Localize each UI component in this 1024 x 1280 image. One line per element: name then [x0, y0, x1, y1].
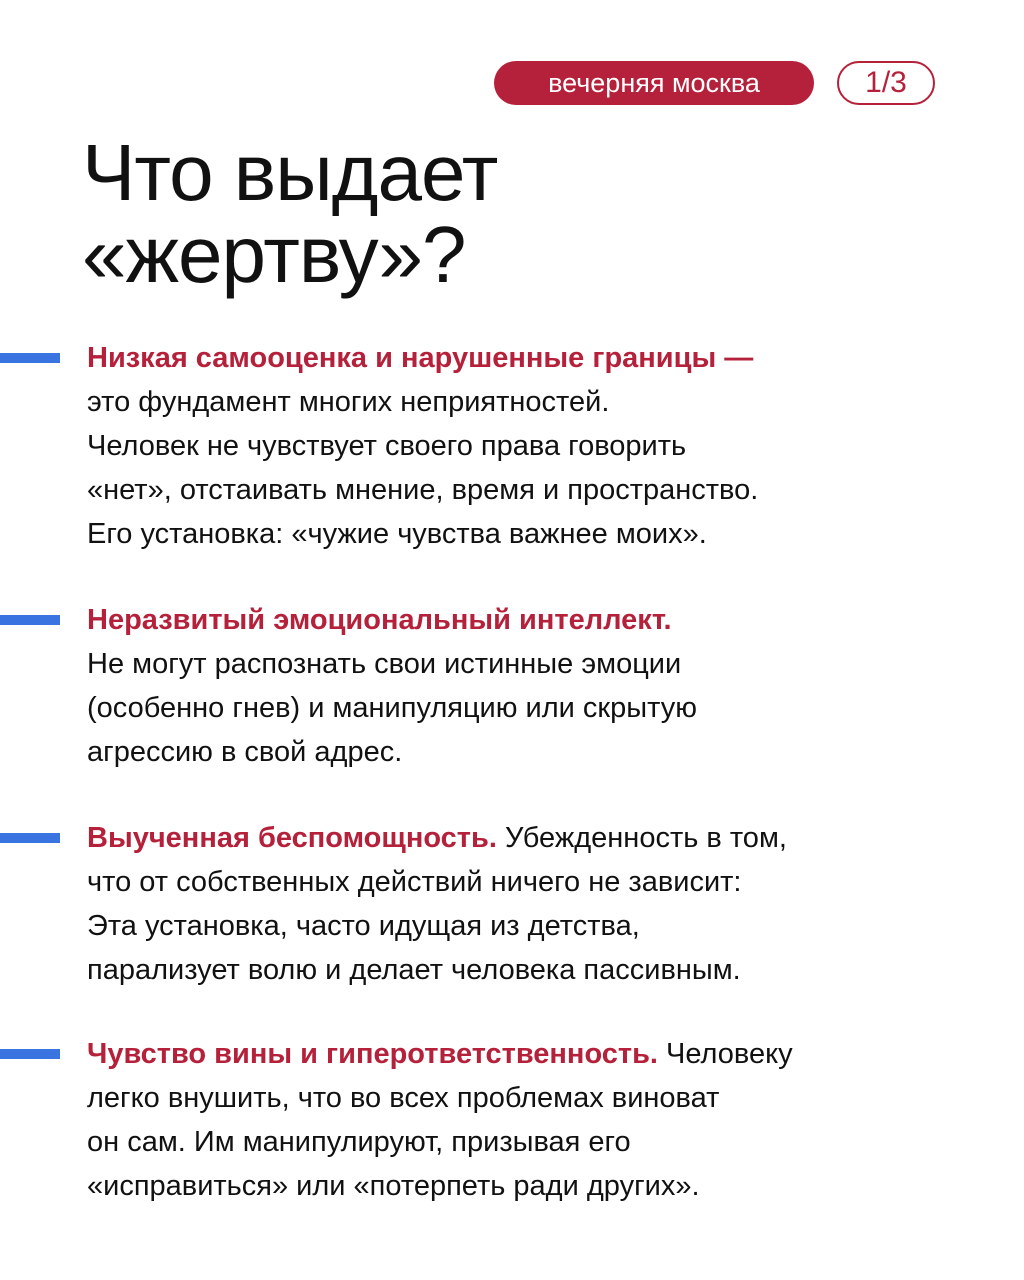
item-first-line — [87, 1032, 793, 1076]
bullet-bar — [0, 1049, 60, 1059]
title-line: Что выдает — [82, 128, 498, 217]
item-text: Человеку — [658, 1038, 793, 1070]
title-line: «жертву»? — [82, 210, 466, 299]
item-line: «исправиться» или «потерпеть ради других». — [87, 1170, 700, 1202]
brand-badge: вечерняя москва — [494, 61, 814, 105]
item-lead: Выученная беспомощность. — [87, 822, 497, 854]
list-item — [87, 336, 758, 556]
list-item — [87, 1032, 793, 1208]
item-line: парализует волю и делает человека пассивным. — [87, 954, 741, 986]
item-first-line — [87, 598, 697, 642]
item-text: Убежденность в том, — [496, 822, 787, 854]
item-lead: Чувство вины и гиперответственность. — [87, 1038, 658, 1070]
item-line: «нет», отстаивать мнение, время и пространство. — [87, 474, 759, 506]
page-indicator: 1/3 — [837, 61, 935, 105]
item-line: он сам. Им манипулируют, призывая его — [87, 1126, 631, 1158]
item-lead: Низкая самооценка и нарушенные границы — — [87, 342, 754, 374]
bullet-bar — [0, 353, 60, 363]
item-line: Не могут распознать свои истинные эмоции — [87, 648, 682, 680]
bullet-bar — [0, 833, 60, 843]
item-first-line — [87, 336, 758, 380]
item-line: легко внушить, что во всех проблемах виноват — [87, 1082, 720, 1114]
item-lead: Неразвитый эмоциональный интеллект. — [87, 604, 672, 636]
item-line: (особенно гнев) и манипуляцию или скрытую — [87, 692, 697, 724]
item-line: Его установка: «чужие чувства важнее моих». — [87, 518, 707, 550]
item-line: Эта установка, часто идущая из детства, — [87, 910, 640, 942]
item-first-line — [87, 816, 787, 860]
list-item — [87, 598, 697, 774]
list-item — [87, 816, 787, 992]
item-line: это фундамент многих неприятностей. — [87, 386, 610, 418]
item-line: агрессию в свой адрес. — [87, 736, 403, 768]
item-line: Человек не чувствует своего права говорить — [87, 430, 687, 462]
bullet-bar — [0, 615, 60, 625]
page-title — [82, 128, 498, 299]
item-line: что от собственных действий ничего не зависит: — [87, 866, 742, 898]
